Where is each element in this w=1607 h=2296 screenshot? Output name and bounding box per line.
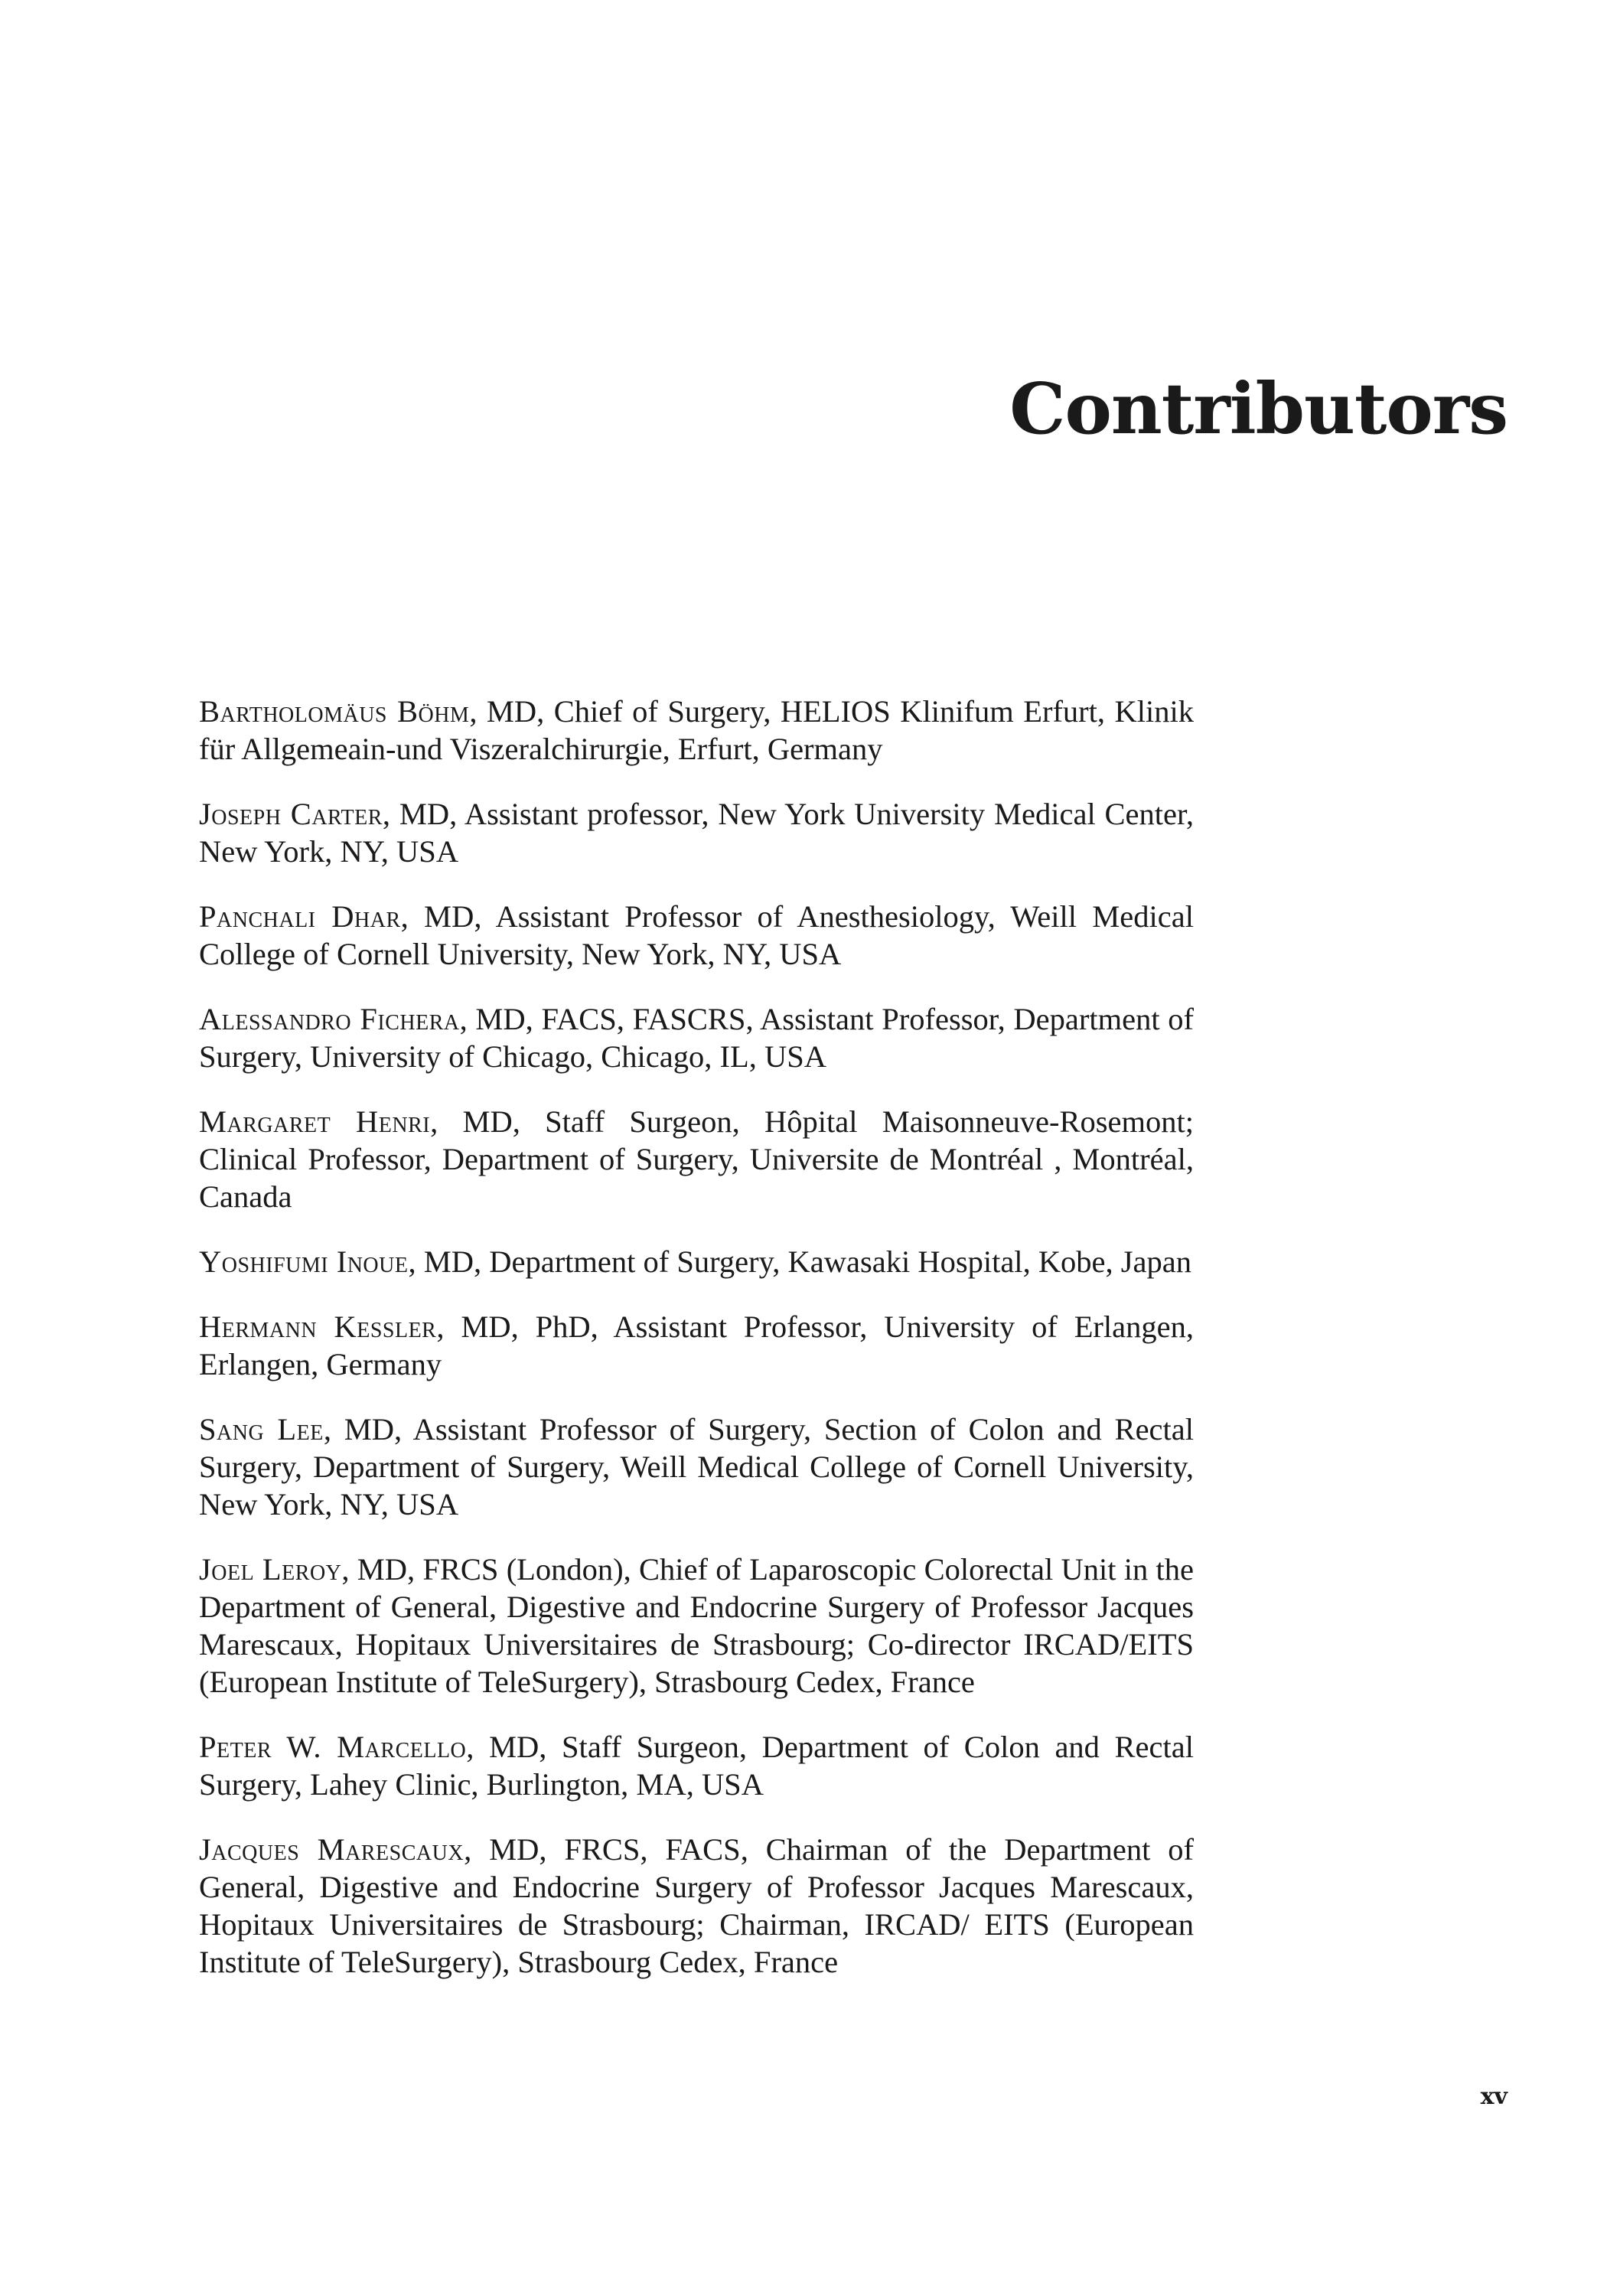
contributor-name: Joel Leroy [199,1552,342,1587]
contributor-details: , MD, FACS, FASCRS, Assistant Professor, Department of Surgery, University of Chicago, Chicago, IL, USA [199,1002,1194,1074]
contributor-details: , MD, PhD, Assistant Professor, University of Erlangen, Erlangen, Germany [199,1309,1194,1381]
contributor-entry [199,795,1194,870]
contributor-details: , MD, Assistant Professor of Surgery, Section of Colon and Rectal Surgery, Department of Surgery, Weill Medical College of Cornell University, New York, NY, USA [199,1412,1194,1521]
contributor-name: Joseph Carter [199,797,383,831]
contributor-name: Yoshifumi Inoue [199,1244,409,1279]
contributor-entry [199,1831,1194,1981]
contributor-details: , MD, Staff Surgeon, Hôpital Maisonneuve-Rosemont; Clinical Professor, Department of Surgery, Universite de Montréal , Montréal, Canada [199,1104,1194,1214]
contributor-entry [199,693,1194,768]
contributor-details: , MD, Chief of Surgery, HELIOS Klinifum Erfurt, Klinik für Allgemeain-und Viszeralchirurgie, Erfurt, Germany [199,694,1195,766]
contributor-name: Margaret Henri [199,1104,431,1139]
contributor-details: , MD, FRCS, FACS, Chairman of the Department of General, Digestive and Endocrine Surgery of Professor Jacques Marescaux, Hopitaux Universitaires de Strasbourg; Chairman, IRCAD/ EITS (European Institute of TeleSurgery), Strasbourg Cedex, France [199,1832,1194,1979]
contributor-details: , MD, Assistant Professor of Anesthesiology, Weill Medical College of Cornell University, New York, NY, USA [199,899,1194,971]
contributor-entry [199,1411,1194,1523]
page-title: Contributors [1009,367,1508,450]
page-number: xv [1480,2083,1508,2110]
contributor-entry [199,1551,1194,1701]
contributor-name: Alessandro Fichera [199,1002,460,1036]
contributor-list [199,693,1194,2008]
contributor-name: Panchali Dhar [199,899,401,934]
contributor-entry [199,1728,1194,1803]
contributor-details: , MD, Staff Surgeon, Department of Colon and Rectal Surgery, Lahey Clinic, Burlington, MA, USA [199,1730,1194,1802]
contributor-name: Jacques Marescaux [199,1832,464,1867]
contributor-name: Peter W. Marcello [199,1730,467,1764]
contributor-entry [199,1103,1194,1215]
contributor-details: , MD, FRCS (London), Chief of Laparoscopic Colorectal Unit in the Department of General, Digestive and Endocrine Surgery of Professor Jacques Marescaux, Hopitaux Universitaires de Strasbourg; Co-director IRCAD/EITS (European Institute of TeleSurgery), Strasbourg Cedex, France [199,1552,1194,1699]
contributor-details: , MD, Assistant professor, New York University Medical Center, New York, NY, USA [199,797,1195,869]
contributor-entry [199,1000,1194,1075]
contributor-details: , MD, Department of Surgery, Kawasaki Hospital, Kobe, Japan [408,1244,1191,1279]
contributor-entry [199,898,1194,973]
contributor-name: Sang Lee [199,1412,324,1446]
contributor-entry [199,1243,1194,1280]
contributor-entry [199,1308,1194,1383]
contributor-name: Hermann Kessler [199,1309,437,1344]
contributor-name: Bartholomäus Böhm [199,694,470,729]
